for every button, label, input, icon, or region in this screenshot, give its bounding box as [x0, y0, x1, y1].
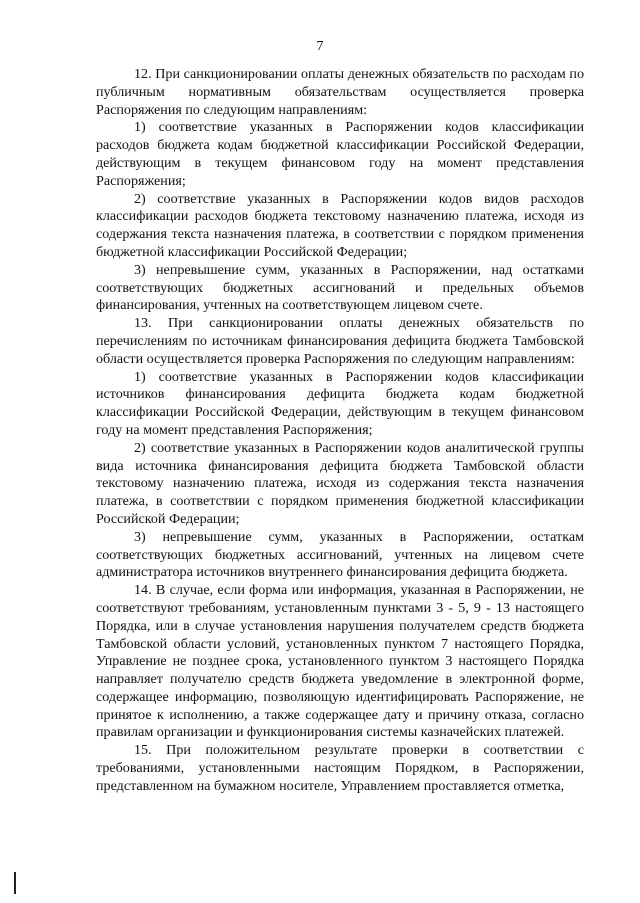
paragraph-14: 14. В случае, если форма или информация, указанная в Распоряжении, не соответствуют требованиям, установленным пунктами 3 - 5, 9 - 13 настоящего Порядка, или в случае установления нарушения получателем средств бюджета Тамбовской области условий, установленных пунктом 7 настоящего Порядка, Управление не позднее срока, установленного пунктом 3 настоящего Порядка направляет получателю средств бюджета уведомление в электронной форме, содержащее информацию, позволяющую идентифицировать Распоряжение, не принятое к исполнению, а также содержащее дату и причину отказа, согласно правилам организации и функционирования системы казначейских платежей.: [96, 582, 584, 741]
paragraph-12-item-2: 2) соответствие указанных в Распоряжении кодов видов расходов классификации расходов бюджета текстовому назначению платежа, исходя из содержания текста назначения платежа, в соответствии с порядком применения бюджетной классификации Российской Федерации;: [96, 190, 584, 260]
paragraph-15: 15. При положительном результате проверки в соответствии с требованиями, установленными настоящим Порядком, в Распоряжении, представленном на бумажном носителе, Управлением проставляется отметка,: [96, 742, 584, 794]
paragraph-13-item-2: 2) соответствие указанных в Распоряжении кодов аналитической группы вида источника финансирования дефицита бюджета Тамбовской области текстовому назначению платежа, исходя из содержания текста назначения платежа, в соответствии с порядком применения бюджетной классификации Российской Федерации;: [96, 439, 584, 527]
paragraph-13-item-1: 1) соответствие указанных в Распоряжении кодов классификации источников финансирования дефицита бюджета кодам бюджетной классификации Российской Федерации, действующим в текущем финансовом году на момент представления Распоряжения;: [96, 368, 584, 438]
paragraph-13: 13. При санкционировании оплаты денежных обязательств по перечислениям по источникам финансирования дефицита бюджета Тамбовской области осуществляется проверка Распоряжения по следующим направлениям:: [96, 315, 584, 367]
paragraph-12-item-3: 3) непревышение сумм, указанных в Распоряжении, над остатками соответствующих бюджетных ассигнований и предельных объемов финансирования, учтенных на соответствующем лицевом счете.: [96, 261, 584, 314]
paragraph-12: 12. При санкционировании оплаты денежных обязательств по расходам по публичным нормативным обязательствам осуществляется проверка Распоряжения по следующим направлениям:: [96, 66, 584, 118]
page-number: 7: [316, 39, 324, 54]
document-body: [96, 66, 584, 796]
scan-edge-mark: [14, 872, 16, 894]
paragraph-12-item-1: 1) соответствие указанных в Распоряжении кодов классификации расходов бюджета кодам бюджетной классификации Российской Федерации, действующим в текущем финансовом году на момент представления Распоряжения;: [96, 119, 584, 189]
paragraph-13-item-3: 3) непревышение сумм, указанных в Распоряжении, остаткам соответствующих бюджетных ассигнований, учтенных на лицевом счете администратора источников внутреннего финансирования дефицита бюджета.: [96, 528, 584, 581]
